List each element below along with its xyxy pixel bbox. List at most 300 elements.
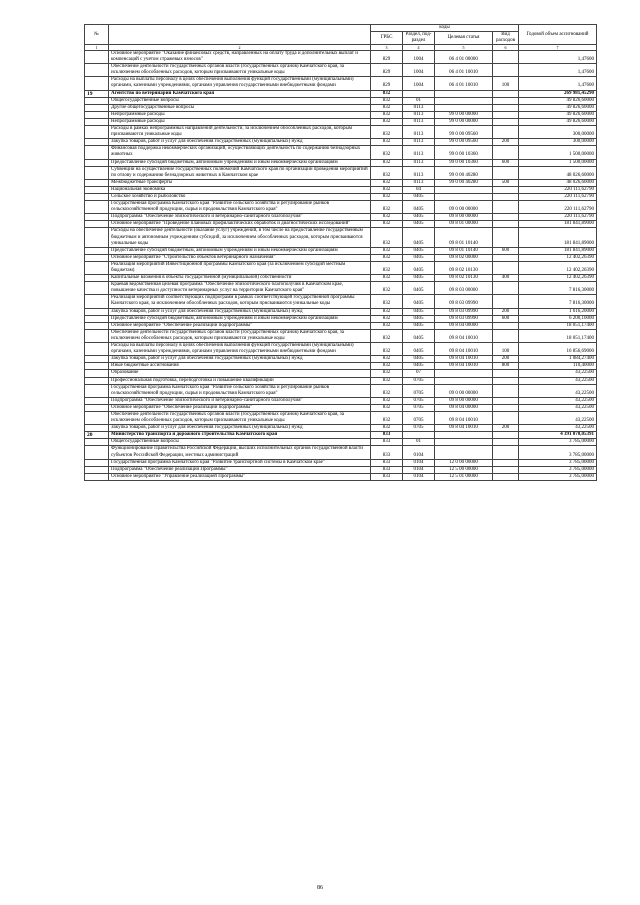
row-vr-cell <box>493 166 519 179</box>
row-vr-cell <box>493 370 519 377</box>
row-number-cell <box>85 446 109 459</box>
row-csr-cell: 09 8 01 10140 <box>435 247 493 254</box>
table-row <box>85 363 597 370</box>
row-csr-cell <box>435 104 493 111</box>
row-number-cell <box>85 356 109 363</box>
row-amount-cell: 7 816,30000 <box>519 295 597 308</box>
row-grbs-cell: 832 <box>371 104 403 111</box>
row-csr-cell: 09 8 03 09990 <box>435 295 493 308</box>
row-razdel-cell: 0104 <box>403 473 435 480</box>
row-number-cell <box>85 425 109 432</box>
row-csr-cell <box>435 446 493 459</box>
row-csr-cell <box>435 377 493 384</box>
index-cell: 6 <box>493 45 519 51</box>
row-vr-cell <box>493 384 519 397</box>
row-description-cell: Закупка товаров, работ и услуг для обеспечения государственных (муниципальных) нужд <box>109 308 371 315</box>
row-csr-cell: 09 0 00 00000 <box>435 201 493 214</box>
table-row <box>85 193 597 200</box>
table-row <box>85 446 597 459</box>
index-cell: 3 <box>371 45 403 51</box>
row-csr-cell: 99 0 00 10360 <box>435 159 493 166</box>
table-row <box>85 166 597 179</box>
table-row <box>85 329 597 342</box>
row-csr-cell: 09 8 02 10130 <box>435 261 493 274</box>
row-csr-cell: 09 8 04 10010 <box>435 411 493 424</box>
table-row <box>85 221 597 228</box>
row-vr-cell <box>493 126 519 139</box>
row-amount-cell: 3 785,00000 <box>519 439 597 446</box>
page-number: 86 <box>317 885 323 891</box>
row-vr-cell: 100 <box>493 77 519 90</box>
table-row <box>85 377 597 384</box>
row-razdel-cell: 0405 <box>403 221 435 228</box>
row-number-cell <box>85 126 109 139</box>
row-amount-cell: 220 111,62790 <box>519 186 597 193</box>
row-razdel-cell: 1004 <box>403 77 435 90</box>
row-vr-cell: 100 <box>493 343 519 356</box>
row-amount-cell: 43,22500 <box>519 370 597 377</box>
header-razdel: Раздел, под-раздел <box>403 32 435 45</box>
row-amount-cell: 181 841,89000 <box>519 228 597 247</box>
row-number-cell <box>85 247 109 254</box>
row-vr-cell <box>493 404 519 411</box>
row-grbs-cell: 833 <box>371 459 403 466</box>
row-grbs-cell: 832 <box>371 214 403 221</box>
header-num: № <box>85 25 109 45</box>
row-number-cell <box>85 363 109 370</box>
row-amount-cell: 48 026,60000 <box>519 166 597 179</box>
row-vr-cell: 800 <box>493 363 519 370</box>
row-vr-cell <box>493 254 519 261</box>
row-razdel-cell: 0705 <box>403 425 435 432</box>
table-row <box>85 261 597 274</box>
row-csr-cell <box>435 90 493 97</box>
row-number-cell <box>85 139 109 146</box>
row-description-cell: Подпрограмма "Обеспечение реализации Программы" <box>109 466 371 473</box>
row-description-cell: Непрограммные расходы <box>109 118 371 125</box>
row-vr-cell <box>493 193 519 200</box>
row-grbs-cell: 832 <box>371 166 403 179</box>
row-vr-cell <box>493 295 519 308</box>
row-number-cell <box>85 377 109 384</box>
row-amount-cell: 49 826,60000 <box>519 97 597 104</box>
row-number-cell <box>85 179 109 186</box>
row-vr-cell <box>493 228 519 247</box>
row-amount-cell: 18 051,17400 <box>519 329 597 342</box>
table-row <box>85 64 597 77</box>
row-csr-cell: 09 8 04 10010 <box>435 363 493 370</box>
row-razdel-cell: 0705 <box>403 397 435 404</box>
row-grbs-cell: 833 <box>371 466 403 473</box>
header-amount: Годовой объем ассигнований <box>519 25 597 45</box>
row-vr-cell: 600 <box>493 247 519 254</box>
table-body <box>85 51 597 481</box>
row-description-cell: Предоставление субсидий бюджетным, автономным учреждениям и иным некоммерческим организациям <box>109 159 371 166</box>
table-row <box>85 186 597 193</box>
table-row <box>85 370 597 377</box>
row-razdel-cell: 0104 <box>403 459 435 466</box>
row-grbs-cell: 832 <box>371 97 403 104</box>
row-csr-cell: 99 0 00 40280 <box>435 179 493 186</box>
row-vr-cell: 600 <box>493 159 519 166</box>
row-description-cell: Сельское хозяйство и рыболовство <box>109 193 371 200</box>
row-amount-cell: 7 816,30000 <box>519 282 597 295</box>
row-csr-cell <box>435 370 493 377</box>
row-vr-cell <box>493 322 519 329</box>
row-amount-cell: 3 785,00000 <box>519 459 597 466</box>
row-csr-cell: 09 8 04 10010 <box>435 425 493 432</box>
row-razdel-cell <box>403 432 435 439</box>
row-grbs-cell: 832 <box>371 425 403 432</box>
row-description-cell: Национальная экономика <box>109 186 371 193</box>
row-csr-cell: 09 0 00 00000 <box>435 384 493 397</box>
row-description-cell: Агентство по ветеринарии Камчатского края <box>109 90 371 97</box>
header-blank <box>109 25 371 45</box>
row-vr-cell: 200 <box>493 425 519 432</box>
index-cell: 7 <box>519 45 597 51</box>
row-number-cell <box>85 193 109 200</box>
table-row <box>85 139 597 146</box>
row-description-cell: Государственная программа Камчатского края "Развитие транспортной системы в Камчатском крае" <box>109 459 371 466</box>
row-vr-cell: 500 <box>493 179 519 186</box>
table-row <box>85 247 597 254</box>
row-razdel-cell: 01 <box>403 439 435 446</box>
row-razdel-cell: 0113 <box>403 146 435 159</box>
row-csr-cell: 06 4 01 10010 <box>435 77 493 90</box>
row-csr-cell: 09 8 03 09990 <box>435 308 493 315</box>
row-number-cell <box>85 77 109 90</box>
row-vr-cell <box>493 459 519 466</box>
row-description-cell: Предоставление субсидий бюджетным, автономным учреждениям и иным некоммерческим организациям <box>109 247 371 254</box>
table-row <box>85 322 597 329</box>
row-grbs-cell: 833 <box>371 439 403 446</box>
row-amount-cell: 1 084,27400 <box>519 356 597 363</box>
table-row <box>85 397 597 404</box>
row-description-cell: Общегосударственные вопросы <box>109 439 371 446</box>
row-csr-cell: 99 0 00 09560 <box>435 139 493 146</box>
row-amount-cell: 1,47600 <box>519 64 597 77</box>
table-row <box>85 77 597 90</box>
row-number-cell <box>85 295 109 308</box>
row-razdel-cell: 0405 <box>403 322 435 329</box>
row-description-cell: Обеспечение деятельности государственных органов власти (государственных органов) Камчатского края, за исключением обособленных расходов, которым присваиваются уникальные коды <box>109 329 371 342</box>
row-razdel-cell: 0405 <box>403 329 435 342</box>
row-grbs-cell: 832 <box>371 404 403 411</box>
table-row <box>85 111 597 118</box>
row-number-cell <box>85 329 109 342</box>
row-grbs-cell: 833 <box>371 446 403 459</box>
row-number-cell <box>85 466 109 473</box>
row-number-cell <box>85 370 109 377</box>
table-row <box>85 214 597 221</box>
row-grbs-cell: 832 <box>371 159 403 166</box>
row-razdel-cell: 0405 <box>403 193 435 200</box>
row-description-cell: Основное мероприятие "Проведение плановых профилактических обработок и диагностических исследований" <box>109 221 371 228</box>
table-row <box>85 295 597 308</box>
row-csr-cell: 06 4 01 00000 <box>435 51 493 64</box>
row-csr-cell <box>435 97 493 104</box>
row-razdel-cell: 0113 <box>403 166 435 179</box>
row-description-cell: Основное мероприятие "Управление реализацией Программы" <box>109 473 371 480</box>
row-number-cell <box>85 275 109 282</box>
row-csr-cell: 09 8 04 00000 <box>435 322 493 329</box>
table-row <box>85 315 597 322</box>
row-vr-cell <box>493 51 519 64</box>
row-description-cell: Основное мероприятие "Обеспечение реализации подпрограммы" <box>109 404 371 411</box>
row-vr-cell: 600 <box>493 315 519 322</box>
section-row <box>85 432 597 439</box>
row-amount-cell: 49 826,60000 <box>519 118 597 125</box>
row-number-cell <box>85 104 109 111</box>
row-amount-cell: 220 111,62790 <box>519 201 597 214</box>
row-description-cell: Государственная программа Камчатского края "Развитие сельского хозяйства и регулирование рынков сельскохозяйственной продукции, сырья и продовольствия Камчатского края" <box>109 384 371 397</box>
row-csr-cell: 12 5 00 00000 <box>435 466 493 473</box>
row-description-cell: Расходы на выплаты персоналу в целях обеспечения выполнения функций государственными (муниципальными) органами, казенными учреждениями, органами управления государственными внебюджетными фондами <box>109 343 371 356</box>
row-amount-cell: 220 111,62790 <box>519 214 597 221</box>
row-vr-cell <box>493 411 519 424</box>
row-description-cell: Расходы на обеспечение деятельности (оказание услуг) учреждений, в том числе на предоставление государственным бюджетным и автономным учреждениям субсидий, за исключением обособленных расходов, которым присваиваются уникальные коды <box>109 228 371 247</box>
row-razdel-cell: 1004 <box>403 51 435 64</box>
row-amount-cell: 181 841,89000 <box>519 247 597 254</box>
row-number-cell <box>85 201 109 214</box>
row-razdel-cell: 0405 <box>403 228 435 247</box>
row-description-cell: Обеспечение деятельности государственных органов власти (государственных органов) Камчатского края, за исключением обособленных расходов, которым присваиваются уникальные коды <box>109 411 371 424</box>
row-number-cell <box>85 97 109 104</box>
table-row <box>85 126 597 139</box>
row-razdel-cell: 0405 <box>403 275 435 282</box>
row-vr-cell <box>493 221 519 228</box>
row-razdel-cell: 0113 <box>403 159 435 166</box>
row-amount-cell: 220 111,62790 <box>519 193 597 200</box>
row-razdel-cell: 0405 <box>403 295 435 308</box>
row-csr-cell: 09 8 02 00000 <box>435 254 493 261</box>
row-number-cell: 20 <box>85 432 109 439</box>
row-description-cell: Реализация мероприятий соответствующих подпрограмм в рамках соответствующей государственной программы Камчатского края, за исключением обособленных расходов, которым присваиваются уникальные коды <box>109 295 371 308</box>
row-grbs-cell: 832 <box>371 363 403 370</box>
row-grbs-cell: 833 <box>371 432 403 439</box>
row-vr-cell <box>493 329 519 342</box>
row-razdel-cell: 0405 <box>403 308 435 315</box>
row-csr-cell: 09 8 00 00000 <box>435 214 493 221</box>
row-amount-cell: 1 500,00000 <box>519 159 597 166</box>
row-grbs-cell: 832 <box>371 322 403 329</box>
row-description-cell: Закупка товаров, работ и услуг для обеспечения государственных (муниципальных) нужд <box>109 425 371 432</box>
row-csr-cell: 99 0 00 00000 <box>435 118 493 125</box>
row-description-cell: Предоставление субсидий бюджетным, автономным учреждениям и иным некоммерческим организациям <box>109 315 371 322</box>
row-description-cell: Основное мероприятие "Строительство объектов ветеринарного назначения" <box>109 254 371 261</box>
row-number-cell <box>85 315 109 322</box>
row-number-cell <box>85 118 109 125</box>
row-amount-cell: 43,22500 <box>519 377 597 384</box>
row-grbs-cell: 829 <box>371 77 403 90</box>
row-csr-cell: 09 8 03 09990 <box>435 315 493 322</box>
row-vr-cell <box>493 446 519 459</box>
row-vr-cell <box>493 104 519 111</box>
row-amount-cell: 4 391 070,05391 <box>519 432 597 439</box>
row-amount-cell: 43,22500 <box>519 404 597 411</box>
row-description-cell: Общегосударственные вопросы <box>109 97 371 104</box>
table-row <box>85 384 597 397</box>
index-cell: 1 <box>85 45 109 51</box>
row-description-cell: Функционирование Правительства Российской Федерации, высших исполнительных органов государственной власти субъектов Российской Федерации, местных администраций <box>109 446 371 459</box>
row-number-cell <box>85 64 109 77</box>
table-row <box>85 146 597 159</box>
row-csr-cell: 09 8 02 10130 <box>435 275 493 282</box>
row-csr-cell: 99 0 00 40280 <box>435 166 493 179</box>
row-grbs-cell: 832 <box>371 329 403 342</box>
row-number-cell <box>85 459 109 466</box>
row-csr-cell: 09 8 04 10010 <box>435 329 493 342</box>
row-razdel-cell: 0104 <box>403 466 435 473</box>
row-description-cell: Министерство транспорта и дорожного строительства Камчатского края <box>109 432 371 439</box>
row-grbs-cell: 832 <box>371 146 403 159</box>
row-description-cell: Непрограммные расходы <box>109 111 371 118</box>
row-vr-cell <box>493 214 519 221</box>
row-number-cell <box>85 384 109 397</box>
row-grbs-cell: 832 <box>371 315 403 322</box>
row-number-cell <box>85 404 109 411</box>
row-razdel-cell: 0405 <box>403 254 435 261</box>
row-number-cell: 19 <box>85 90 109 97</box>
row-grbs-cell: 832 <box>371 139 403 146</box>
row-number-cell <box>85 411 109 424</box>
row-razdel-cell: 04 <box>403 186 435 193</box>
row-amount-cell: 181 841,89000 <box>519 221 597 228</box>
row-description-cell: Закупка товаров, работ и услуг для обеспечения государственных (муниципальных) нужд <box>109 139 371 146</box>
row-vr-cell <box>493 466 519 473</box>
row-razdel-cell: 0705 <box>403 384 435 397</box>
row-razdel-cell: 01 <box>403 97 435 104</box>
row-razdel-cell: 0705 <box>403 411 435 424</box>
row-grbs-cell: 832 <box>371 118 403 125</box>
row-description-cell: Профессиональная подготовка, переподготовка и повышение квалификации <box>109 377 371 384</box>
row-amount-cell: 43,22500 <box>519 384 597 397</box>
row-description-cell: Субвенции на осуществление государственных полномочий Камчатского края по организации проведения мероприятий по отлову и содержанию безнадзорных животных в Камчатском крае <box>109 166 371 179</box>
row-razdel-cell: 0405 <box>403 343 435 356</box>
row-number-cell <box>85 221 109 228</box>
row-vr-cell: 400 <box>493 275 519 282</box>
row-description-cell: Образование <box>109 370 371 377</box>
row-razdel-cell: 0113 <box>403 126 435 139</box>
row-csr-cell: 09 8 01 00000 <box>435 221 493 228</box>
row-csr-cell: 09 8 00 00000 <box>435 397 493 404</box>
row-grbs-cell: 832 <box>371 221 403 228</box>
row-vr-cell <box>493 118 519 125</box>
row-vr-cell <box>493 377 519 384</box>
row-number-cell <box>85 159 109 166</box>
row-grbs-cell: 832 <box>371 384 403 397</box>
row-amount-cell: 1,47600 <box>519 51 597 64</box>
row-csr-cell: 09 8 04 10010 <box>435 356 493 363</box>
row-amount-cell: 1 616,20000 <box>519 308 597 315</box>
table-row <box>85 439 597 446</box>
row-description-cell: Расходы на выплаты персоналу в целях обеспечения выполнения функций государственными (муниципальными) органами, казенными учреждениями, органами управления государственными внебюджетными фондами <box>109 77 371 90</box>
row-csr-cell <box>435 193 493 200</box>
budget-allocation-table <box>84 24 597 481</box>
header-vr: Вид расходов <box>493 32 519 45</box>
table-row <box>85 404 597 411</box>
row-vr-cell <box>493 201 519 214</box>
row-grbs-cell: 832 <box>371 201 403 214</box>
row-csr-cell: 99 0 00 10360 <box>435 146 493 159</box>
table-row <box>85 254 597 261</box>
row-vr-cell <box>493 439 519 446</box>
budget-table-page <box>84 24 596 481</box>
row-razdel-cell: 0405 <box>403 247 435 254</box>
row-description-cell: Обеспечение деятельности государственных органов власти (государственных органов) Камчатского края, за исключением обособленных расходов, которым присваиваются уникальные коды <box>109 64 371 77</box>
row-description-cell: Закупка товаров, работ и услуг для обеспечения государственных (муниципальных) нужд <box>109 356 371 363</box>
row-csr-cell: 09 8 04 10010 <box>435 343 493 356</box>
row-grbs-cell: 829 <box>371 64 403 77</box>
row-vr-cell <box>493 90 519 97</box>
row-amount-cell: 43,22500 <box>519 411 597 424</box>
row-amount-cell: 18 051,17400 <box>519 322 597 329</box>
row-number-cell <box>85 254 109 261</box>
row-csr-cell <box>435 432 493 439</box>
row-razdel-cell: 0113 <box>403 179 435 186</box>
row-grbs-cell: 832 <box>371 111 403 118</box>
row-grbs-cell: 832 <box>371 308 403 315</box>
row-amount-cell: 48 026,60000 <box>519 179 597 186</box>
row-vr-cell <box>493 186 519 193</box>
row-razdel-cell: 0705 <box>403 377 435 384</box>
row-description-cell: Капитальные вложения в объекты государственной (муниципальной) собственности <box>109 275 371 282</box>
row-grbs-cell: 832 <box>371 186 403 193</box>
table-row <box>85 343 597 356</box>
table-row <box>85 282 597 295</box>
row-grbs-cell: 832 <box>371 126 403 139</box>
table-row <box>85 425 597 432</box>
row-amount-cell: 1,47600 <box>519 77 597 90</box>
row-number-cell <box>85 308 109 315</box>
row-number-cell <box>85 111 109 118</box>
header-csr: Целевая статья <box>435 32 493 45</box>
row-amount-cell: 3 785,00000 <box>519 466 597 473</box>
table-row <box>85 228 597 247</box>
row-razdel-cell: 0405 <box>403 315 435 322</box>
row-razdel-cell: 0405 <box>403 214 435 221</box>
section-row <box>85 90 597 97</box>
row-csr-cell <box>435 439 493 446</box>
row-vr-cell <box>493 473 519 480</box>
header-row-top <box>85 25 597 32</box>
row-csr-cell <box>435 186 493 193</box>
row-amount-cell: 269 981,45290 <box>519 90 597 97</box>
row-vr-cell <box>493 432 519 439</box>
row-number-cell <box>85 397 109 404</box>
row-description-cell: Государственная программа Камчатского края "Развитие сельского хозяйства и регулирование рынков сельскохозяйственной продукции, сырья и продовольствия Камчатского края" <box>109 201 371 214</box>
row-amount-cell: 12 402,26390 <box>519 275 597 282</box>
row-vr-cell <box>493 97 519 104</box>
table-row <box>85 118 597 125</box>
row-number-cell <box>85 51 109 64</box>
row-number-cell <box>85 214 109 221</box>
row-csr-cell: 09 8 03 00000 <box>435 282 493 295</box>
table-row <box>85 104 597 111</box>
row-razdel-cell: 0405 <box>403 201 435 214</box>
row-razdel-cell <box>403 90 435 97</box>
row-csr-cell: 06 4 01 10010 <box>435 64 493 77</box>
row-razdel-cell: 1004 <box>403 64 435 77</box>
row-grbs-cell: 832 <box>371 411 403 424</box>
row-amount-cell: 110,40000 <box>519 363 597 370</box>
row-number-cell <box>85 322 109 329</box>
row-razdel-cell: 0705 <box>403 404 435 411</box>
row-number-cell <box>85 146 109 159</box>
header-grbs: ГРБС <box>371 32 403 45</box>
row-description-cell: Основное мероприятие "Обеспечение реализации подпрограммы" <box>109 322 371 329</box>
row-description-cell: Другие общегосударственные вопросы <box>109 104 371 111</box>
